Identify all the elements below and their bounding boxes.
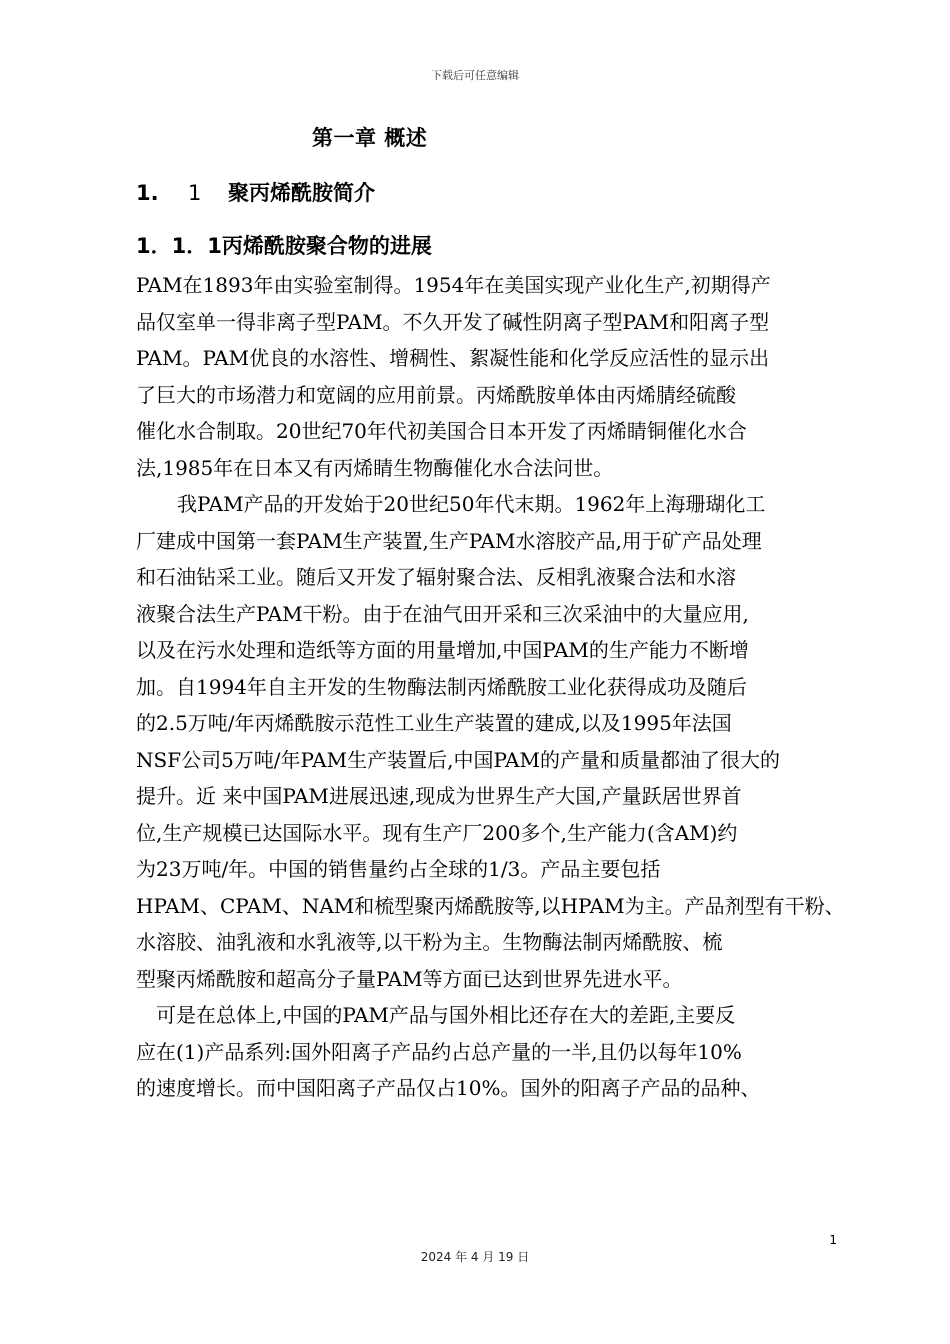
body-line: 应在(1)产品系列:国外阳离子产品约占总产量的一半,且仍以每年10% (136, 1039, 742, 1064)
body-line: 加。自1994年自主开发的生物酶法制丙烯酰胺工业化获得成功及随后 (136, 674, 747, 699)
body-line: 的速度增长。而中国阳离子产品仅占10%。国外的阳离子产品的品种、 (136, 1076, 761, 1100)
page-number: 1 (829, 1233, 837, 1247)
body-line: 位,生产规模已达国际水平。现有生产厂200多个,生产能力(含AM)约 (136, 820, 738, 845)
body-line: 提升。近 来中国PAM进展迅速,现成为世界生产大国,产量跃居世界首 (136, 784, 742, 808)
body-line: 厂建成中国第一套PAM生产装置,生产PAM水溶胶产品,用于矿产品处理 (136, 528, 762, 553)
body-line: NSF公司5万吨/年PAM生产装置后,中国PAM的产量和质量都油了很大的 (136, 747, 780, 772)
body-line: 型聚丙烯酰胺和超高分子量PAM等方面已达到世界先进水平。 (136, 966, 683, 991)
body-line: 了巨大的市场潜力和宽阔的应用前景。丙烯酰胺单体由丙烯腈经硫酸 (136, 382, 736, 407)
section-number-sub: 1 (188, 181, 202, 205)
body-line: 品仅室单一得非离子型PAM。不久开发了碱性阴离子型PAM和阳离子型 (136, 309, 770, 334)
footer-date: 2024 年 4 月 19 日 (420, 1250, 530, 1264)
body-line: 为23万吨/年。中国的销售量约占全球的1/3。产品主要包括 (136, 857, 661, 881)
chapter-title: 第一章 概述 (312, 126, 428, 150)
body-line: 水溶胶、油乳液和水乳液等,以干粉为主。生物酶法制丙烯酰胺、梳 (136, 930, 723, 954)
body-text (136, 267, 846, 1107)
body-line: 催化水合制取。20世纪70年代初美国合日本开发了丙烯睛铜催化水合 (136, 419, 747, 443)
body-line: 可是在总体上,中国的PAM产品与国外相比还存在大的差距,主要反 (156, 1003, 736, 1027)
section-title: 聚丙烯酰胺简介 (228, 181, 375, 205)
body-line: PAM。PAM优良的水溶性、增稠性、絮凝性能和化学反应活性的显示出 (136, 346, 770, 370)
subsection-title: 1．1．1丙烯酰胺聚合物的进展 (136, 234, 432, 258)
body-line: PAM在1893年由实验室制得。1954年在美国实现产业化生产,初期得产 (136, 273, 771, 297)
section-heading (136, 177, 375, 207)
section-number-main: 1. (136, 181, 159, 205)
body-line: 法,1985年在日本又有丙烯睛生物酶催化水合法问世。 (136, 455, 614, 480)
body-line: 以及在污水处理和造纸等方面的用量增加,中国PAM的生产能力不断增 (136, 638, 749, 662)
body-line: 我PAM产品的开发始于20世纪50年代末期。1962年上海珊瑚化工 (177, 492, 766, 516)
body-line: 的2.5万吨/年丙烯酰胺示范性工业生产装置的建成,以及1995年法国 (136, 711, 732, 735)
body-line: HPAM、CPAM、NAM和梳型聚丙烯酰胺等,以HPAM为主。产品剂型有干粉、 (136, 893, 845, 918)
body-line: 和石油钻采工业。随后又开发了辐射聚合法、反相乳液聚合法和水溶 (136, 565, 736, 589)
header-note: 下载后可任意编辑 (431, 69, 519, 82)
body-line: 液聚合法生产PAM干粉。由于在油气田开采和三次采油中的大量应用, (136, 601, 749, 626)
